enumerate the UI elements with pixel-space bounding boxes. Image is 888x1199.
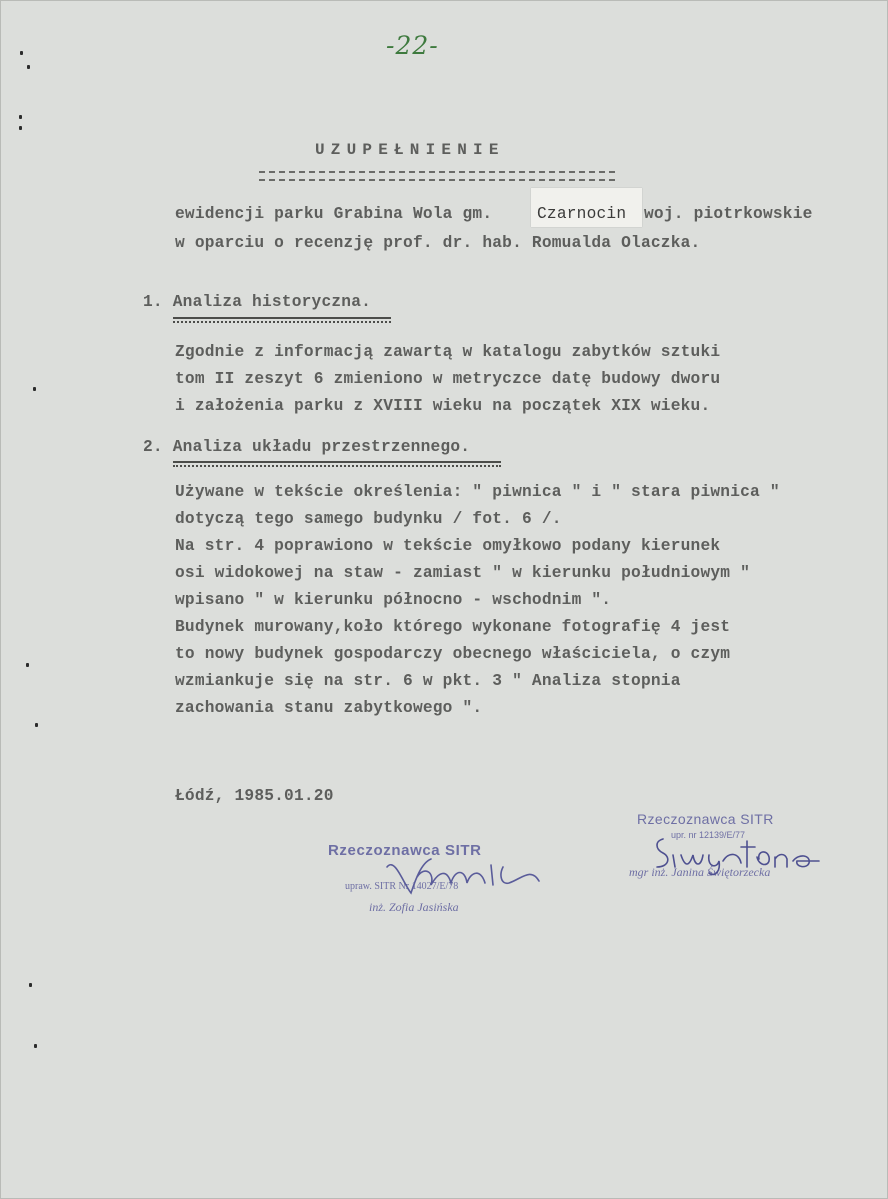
intro-line-1-end: woj. piotrkowskie — [644, 205, 813, 223]
section-1-line-2: tom II zeszyt 6 zmieniono w metryczce datę budowy dworu — [175, 370, 721, 388]
document-title: UZUPEŁNIENIE — [315, 141, 505, 159]
section-2-line-1: Używane w tekście określenia: " piwnica " i " stara piwnica " — [175, 483, 780, 501]
section-2-line-8: wzmiankuje się na str. 6 w pkt. 3 " Analiza stopnia — [175, 672, 681, 690]
margin-mark — [27, 65, 30, 69]
intro-line-2: w oparciu o recenzję prof. dr. hab. Romualda Olaczka. — [175, 234, 701, 252]
section-2-line-7: to nowy budynek gospodarczy obecnego właściciela, o czym — [175, 645, 731, 663]
margin-mark — [19, 115, 22, 119]
margin-mark — [33, 387, 36, 391]
stamp-right-title: Rzeczoznawca SITR — [637, 811, 774, 827]
section-2-line-5: wpisano " w kierunku północno - wschodnim ". — [175, 591, 612, 609]
place-and-date: Łódź, 1985.01.20 — [175, 787, 334, 805]
section-2-heading: 2. Analiza układu przestrzennego. — [143, 438, 471, 456]
section-1-heading-underline — [173, 317, 391, 319]
stamp-left-title: Rzeczoznawca SITR — [328, 842, 482, 859]
margin-mark — [29, 983, 32, 987]
margin-mark — [26, 663, 29, 667]
page-number: -22- — [386, 31, 439, 60]
section-2-line-3: Na str. 4 poprawiono w tekście omyłkowo podany kierunek — [175, 537, 721, 555]
title-underline — [259, 171, 615, 173]
section-1-line-3: i założenia parku z XVIII wieku na początek XIX wieku. — [175, 397, 711, 415]
title-underline-second — [259, 179, 615, 181]
section-2-line-2: dotyczą tego samego budynku / fot. 6 /. — [175, 510, 562, 528]
section-1-heading: 1. Analiza historyczna. — [143, 293, 372, 311]
signature-left — [381, 853, 551, 903]
section-2-heading-underline — [173, 461, 501, 463]
stamp-left-name: inż. Zofia Jasińska — [369, 900, 459, 914]
margin-mark — [35, 723, 38, 727]
intro-line-1: ewidencji parku Grabina Wola gm. — [175, 205, 493, 223]
margin-mark — [20, 51, 23, 55]
stamp-right-name: mgr inż. Janina Świętorzecka — [629, 865, 771, 879]
section-2-line-4: osi widokowej na staw - zamiast " w kierunku południowym " — [175, 564, 751, 582]
section-1-heading-underline-dots — [173, 321, 391, 323]
signature-right — [649, 833, 824, 879]
section-1-line-1: Zgodnie z informacją zawartą w katalogu zabytków sztuki — [175, 343, 721, 361]
section-2-heading-underline-dots — [173, 465, 501, 467]
margin-mark — [34, 1044, 37, 1048]
intro-corrected-word: Czarnocin — [537, 205, 627, 223]
section-2-line-6: Budynek murowany,koło którego wykonane fotografię 4 jest — [175, 618, 731, 636]
margin-mark — [19, 126, 22, 130]
section-2-line-9: zachowania stanu zabytkowego ". — [175, 699, 483, 717]
stamp-right-registry: upr. nr 12139/E/77 — [671, 830, 746, 840]
stamp-left-registry: upraw. SITR Nr 14027/E/78 — [345, 881, 459, 892]
